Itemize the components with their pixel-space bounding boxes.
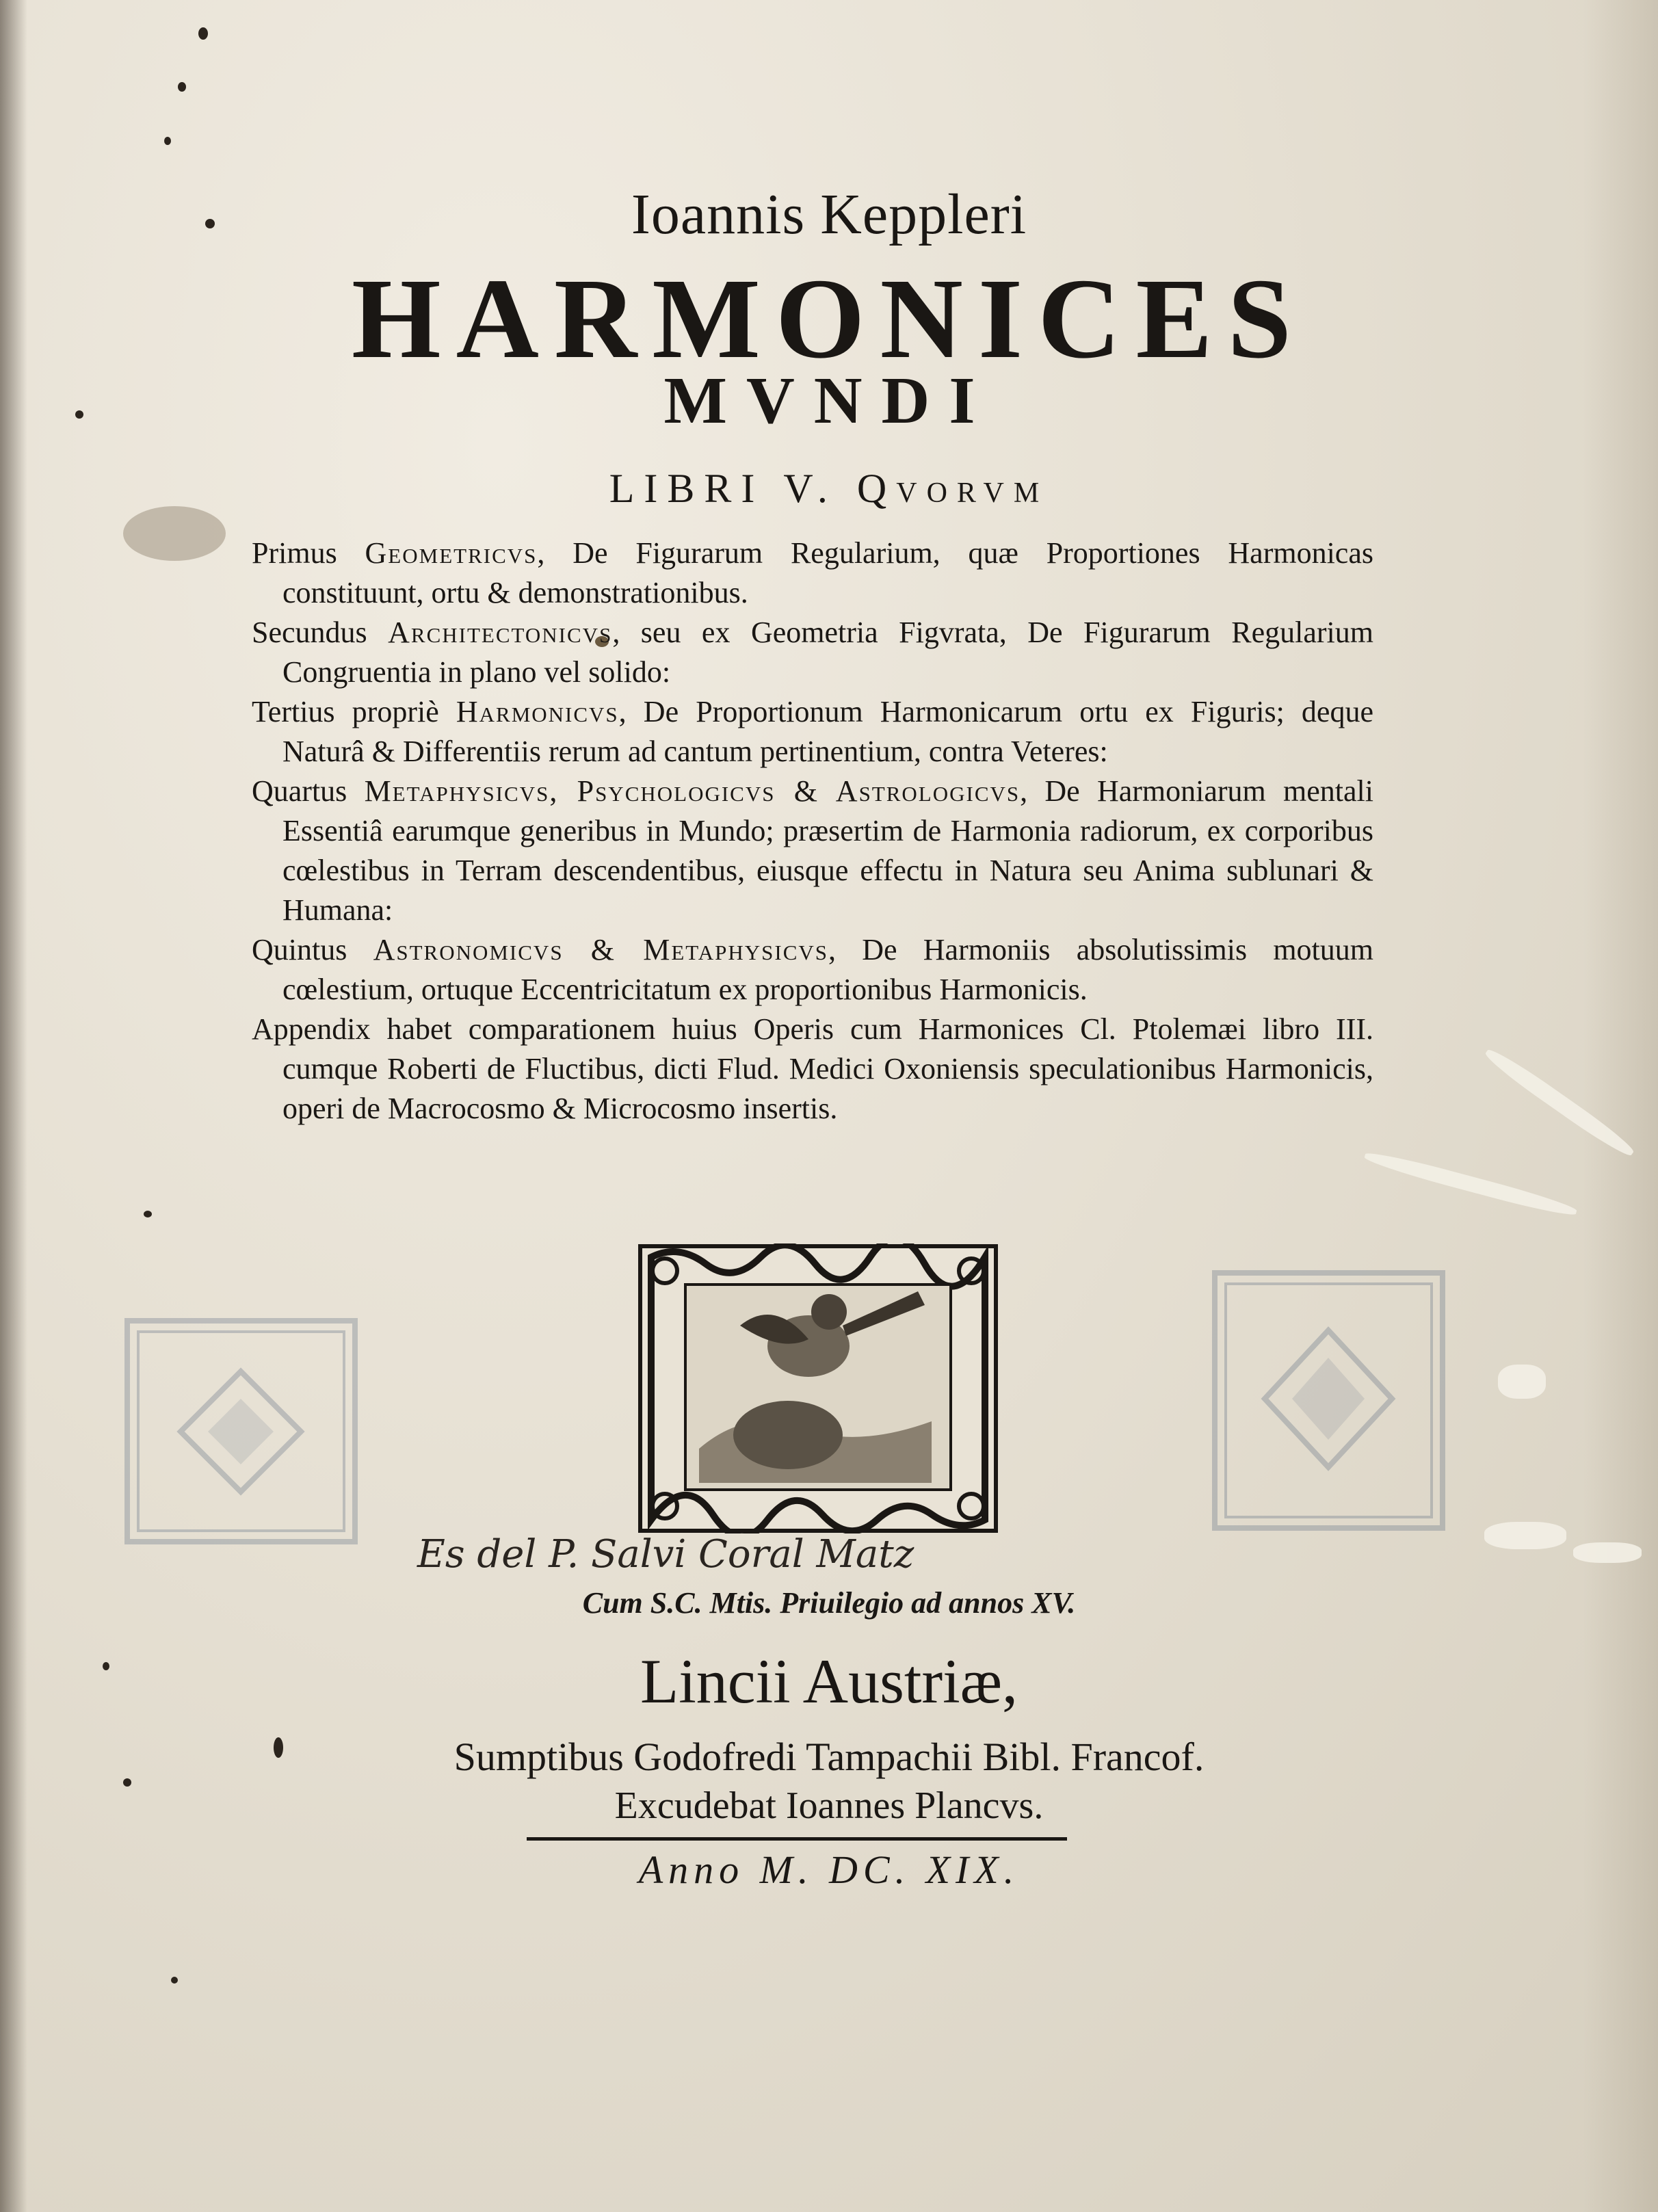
handwritten-ownership-inscription: Es del P. Salvi Coral Matz xyxy=(417,1532,914,1577)
title-mundi: MVNDI xyxy=(663,364,995,438)
binding-tear xyxy=(1484,1522,1566,1549)
entry-text: , De Figurarum Regularium, quæ Proportiones Harmonicas constituunt, ortu & demonstrationibus. xyxy=(282,536,1373,609)
foxing-stain xyxy=(123,506,226,561)
book-entry xyxy=(252,534,1373,613)
entry-lead: Quintus xyxy=(252,933,373,966)
entry-lead: Quartus xyxy=(252,774,365,808)
ink-spot xyxy=(144,1211,152,1217)
entry-name: Metaphysicvs, Psychologicvs & Astrologicvs xyxy=(364,774,1021,808)
entry-lead: Secundus xyxy=(252,616,389,649)
ink-spot xyxy=(178,82,186,92)
entry-name: Architectonicvs xyxy=(388,616,613,649)
ink-spot xyxy=(198,27,208,40)
library-stamp xyxy=(123,1317,359,1546)
book-contents xyxy=(252,534,1373,1129)
entry-text: , seu ex Geometria Figvrata, De Figurarum Regularium Congruentia in plano vel solido: xyxy=(282,616,1373,689)
book-entry xyxy=(252,692,1373,772)
binding-tear xyxy=(1498,1365,1546,1399)
title-harmonices: HARMONICES xyxy=(351,255,1307,382)
imprint-publisher: Sumptibus Godofredi Tampachii Bibl. Francof. xyxy=(453,1735,1205,1779)
title-libri: LIBRI V. Qvorvm xyxy=(609,466,1049,511)
entry-text: , De Harmoniarum mentali Essentiâ earumque generibus in Mundo; præsertim de Harmonia radiorum, ex corporibus cœlestibus in Terram descendentibus, eiusque effectu in Natura seu Anima sublunari & Humana: xyxy=(282,774,1373,927)
appendix-entry xyxy=(252,1010,1373,1129)
entry-name: Harmonicvs xyxy=(456,695,619,728)
imprint-year: Anno M. DC. XIX. xyxy=(638,1847,1020,1892)
privilege-line: Cum S.C. Mtis. Priuilegio ad annos XV. xyxy=(582,1586,1076,1620)
printers-device-emblem xyxy=(637,1243,999,1533)
entry-lead: Appendix habet comparationem huius Operis cum Harmonices Cl. Ptolemæi libro III. cumque Roberti de Fluctibus, dicti Flud. Medici Oxoniensis speculationibus Harmonicis, operi de Macrocosmo & Microcosmo insertis. xyxy=(252,1012,1373,1125)
entry-lead: Primus xyxy=(252,536,365,570)
entry-name: Geometricvs xyxy=(365,536,538,570)
imprint-place: Lincii Austriæ, xyxy=(640,1646,1018,1716)
entry-text: , De Harmoniis absolutissimis motuum cœlestium, ortuque Eccentricitatum ex proportionibus Harmonicis. xyxy=(282,933,1373,1006)
divider-rule xyxy=(527,1837,1067,1841)
imprint-printer: Excudebat Ioannes Plancvs. xyxy=(614,1785,1044,1827)
ink-spot xyxy=(171,1977,178,1984)
book-entry xyxy=(252,772,1373,930)
entry-lead: Tertius propriè xyxy=(252,695,456,728)
entry-name: Astronomicvs & Metaphysicvs xyxy=(373,933,829,966)
ink-spot xyxy=(164,137,171,145)
author-name: Ioannis Keppleri xyxy=(631,183,1027,246)
book-entry xyxy=(252,930,1373,1010)
entry-text: , De Proportionum Harmonicarum ortu ex Figuris; deque Naturâ & Differentiis rerum ad cantum pertinentium, contra Veteres: xyxy=(282,695,1373,768)
library-stamp xyxy=(1211,1269,1447,1532)
binding-tear xyxy=(1363,1148,1579,1220)
book-entry xyxy=(252,613,1373,692)
binding-tear xyxy=(1573,1542,1642,1563)
